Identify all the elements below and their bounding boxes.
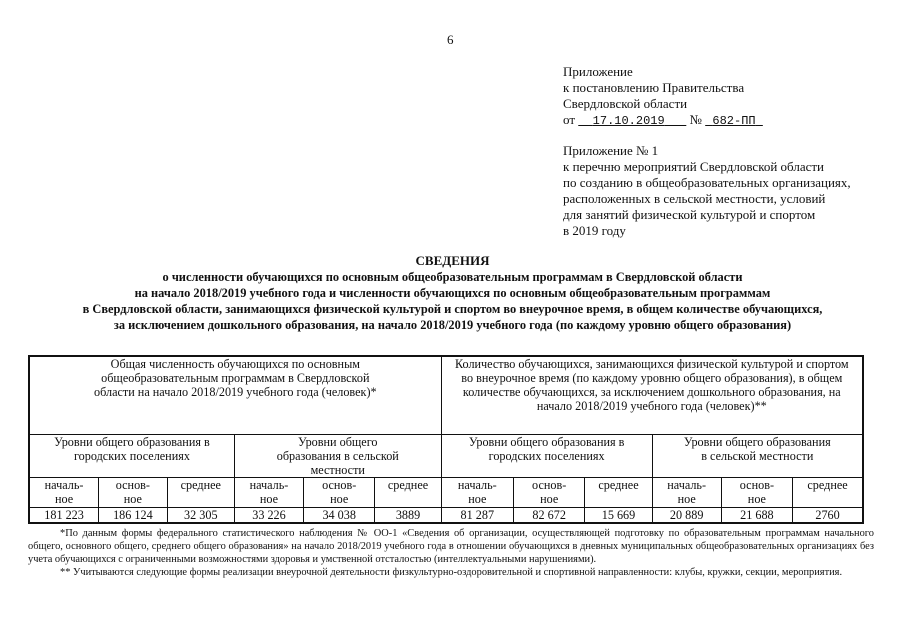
col-basic: основ-ное — [721, 477, 792, 507]
appendix-1-line: расположенных в сельской местности, условий — [563, 191, 826, 206]
heading-line: в Свердловской области, занимающихся физической культурой и спортом во внеурочное время, в общем количестве обучающихся, — [82, 302, 823, 316]
col-secondary: среднее — [167, 477, 234, 507]
col-secondary: среднее — [585, 477, 652, 507]
page-number: 6 — [447, 32, 454, 47]
col-basic: основ-ное — [99, 477, 168, 507]
value-cell: 2760 — [793, 507, 863, 523]
value-cell: 82 672 — [514, 507, 585, 523]
appendix-main-line: Свердловской области — [563, 96, 688, 111]
appendix-main — [563, 64, 763, 129]
footnotes — [28, 527, 874, 579]
col-primary: началь-ное — [234, 477, 303, 507]
col-primary: началь-ное — [441, 477, 513, 507]
appendix-1-line: Приложение № 1 — [563, 143, 659, 158]
from-label: от — [563, 112, 576, 127]
heading-line: на начало 2018/2019 учебного года и численности обучающихся по основным общеобразовательным программам — [134, 286, 771, 300]
decree-date: 17.10.2019 — [592, 114, 665, 128]
appendix-1-line: для занятий физической культурой и спортом — [563, 207, 816, 222]
value-cell: 33 226 — [234, 507, 303, 523]
header-total-students: Общая численность обучающихся по основным общеобразовательным программам в Свердловской области на начало 2018/2019 учебного года (человек)* — [29, 356, 441, 434]
subheader-rural: Уровни общего образования в сельской местности — [652, 434, 863, 477]
number-label: № — [689, 112, 702, 127]
value-cell: 32 305 — [167, 507, 234, 523]
value-cell: 181 223 — [29, 507, 99, 523]
value-cell: 21 688 — [721, 507, 792, 523]
decree-date-line — [563, 112, 763, 129]
value-cell: 186 124 — [99, 507, 168, 523]
value-cell: 15 669 — [585, 507, 652, 523]
appendix-main-line: к постановлению Правительства — [563, 80, 745, 95]
subheader-urban: Уровни общего образования в городских поселениях — [29, 434, 234, 477]
col-primary: началь-ное — [652, 477, 721, 507]
col-primary: началь-ное — [29, 477, 99, 507]
document-heading — [30, 253, 875, 333]
col-basic: основ-ное — [514, 477, 585, 507]
col-secondary: среднее — [375, 477, 441, 507]
value-cell: 20 889 — [652, 507, 721, 523]
subheader-rural: Уровни общего образования в сельской местности — [234, 434, 441, 477]
value-cell: 3889 — [375, 507, 441, 523]
header-sport-students: Количество обучающихся, занимающихся физической культурой и спортом во внеурочное время (по каждому уровню общего образования), в общем количестве обучающихся, за исключением дошкольного образования, на начало 2018/2019 учебного года (человек)** — [441, 356, 863, 434]
appendix-1-line: в 2019 году — [563, 223, 626, 238]
footnote-1: *По данным формы федерального статистического наблюдения № ОО-1 «Сведения об организации, осуществляющей подготовку по образовательным программам начального общего, основного общего, среднего общего образования» на начало 2018/2019 учебного года в отношении обучающихся в дневных муниципальных общеобразовательных организациях без учета обучающихся с ограниченными возможностями здоровья и умственной отсталостью (интеллектуальными нарушениями). — [28, 528, 874, 565]
value-cell: 81 287 — [441, 507, 513, 523]
heading-line: за исключением дошкольного образования, на начало 2018/2019 учебного года (по каждому уровню общего образования) — [113, 318, 792, 332]
subheader-urban: Уровни общего образования в городских поселениях — [441, 434, 652, 477]
footnote-divider — [28, 523, 180, 524]
statistics-table — [28, 355, 864, 524]
col-secondary: среднее — [793, 477, 863, 507]
decree-number: 682-ПП — [712, 114, 756, 128]
appendix-1 — [563, 143, 851, 239]
appendix-1-line: по созданию в общеобразовательных организациях, — [563, 175, 851, 190]
col-basic: основ-ное — [304, 477, 375, 507]
appendix-main-line: Приложение — [563, 64, 633, 79]
footnote-2: ** Учитываются следующие формы реализации внеурочной деятельности физкультурно-оздоровительной и спортивной направленности: клубы, кружки, секции, мероприятия. — [60, 567, 843, 578]
heading-title: СВЕДЕНИЯ — [415, 253, 490, 268]
value-cell: 34 038 — [304, 507, 375, 523]
heading-line: о численности обучающихся по основным общеобразовательным программам в Свердловской области — [162, 270, 743, 284]
appendix-1-line: к перечню мероприятий Свердловской области — [563, 159, 825, 174]
